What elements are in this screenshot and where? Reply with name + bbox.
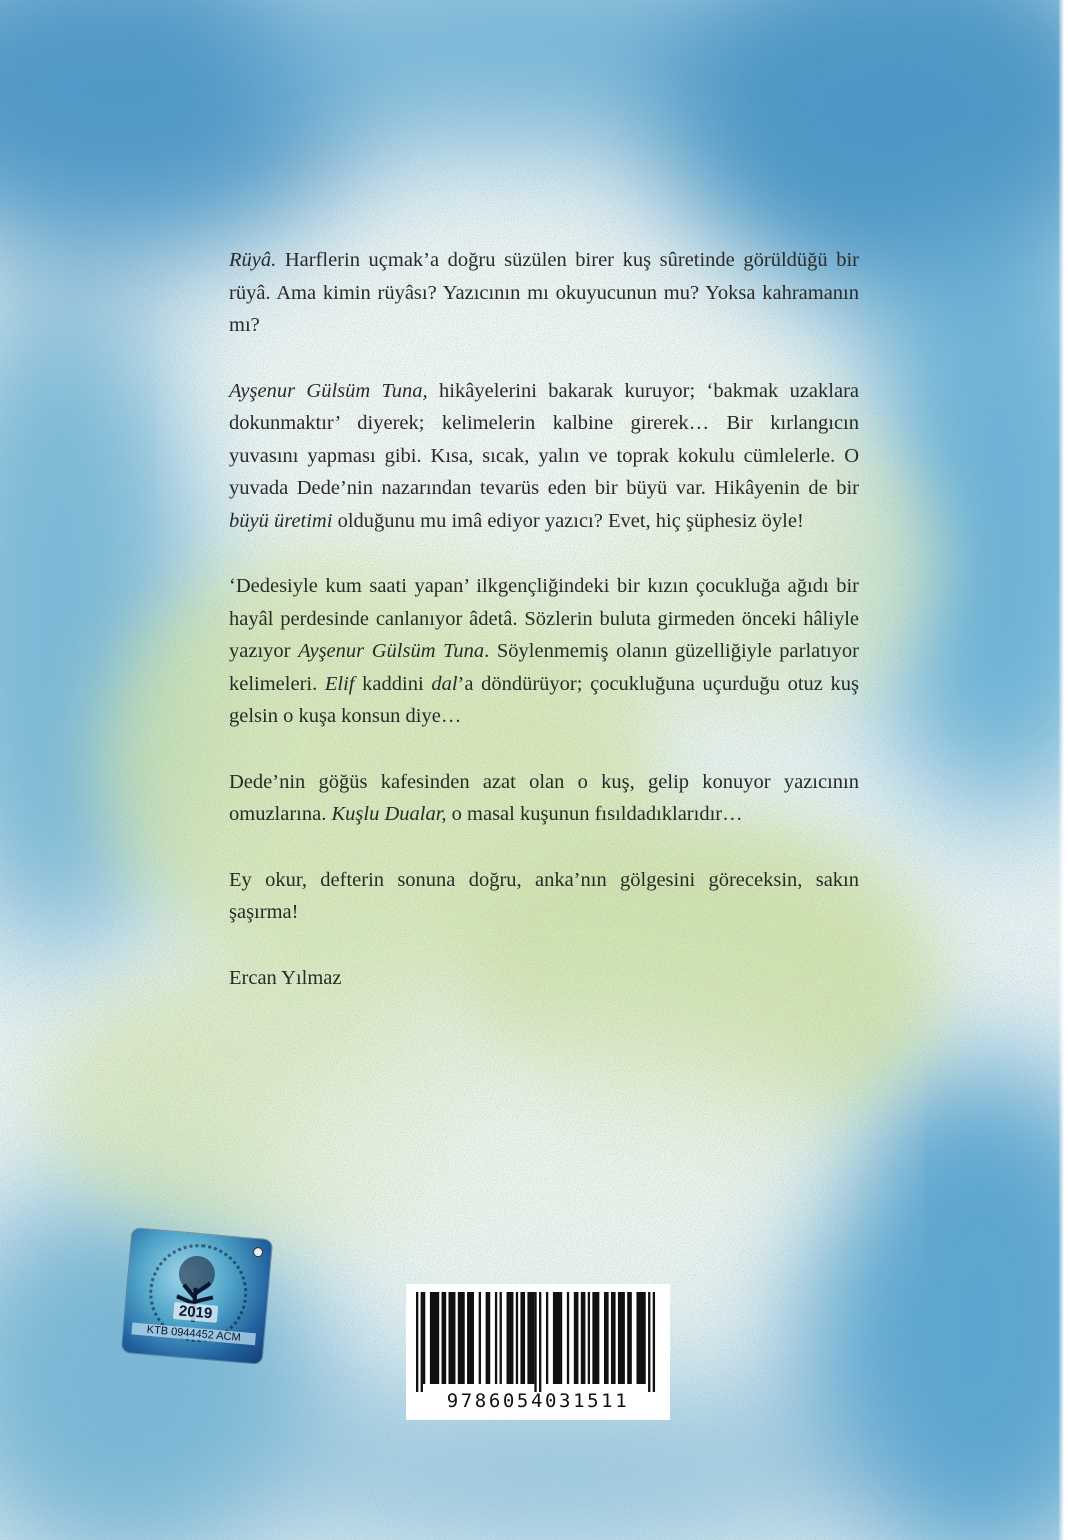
blurb-paragraph: Ey okur, defterin sonuna doğru, anka’nın gölgesini göreceksin, sakın şaşırma! (229, 868, 859, 923)
barcode-bar (604, 1292, 609, 1384)
barcode-bar (534, 1292, 536, 1392)
italic-run: Ayşenur Gülsüm Tuna, (229, 379, 428, 402)
blurb-paragraph: Dede’nin göğüs kafesinden azat olan o kuş, gelip konuyor yazıcının omuzlarına. Kuşlu Dualar, o masal kuşunun fısıldadıklarıdır… (229, 770, 859, 825)
barcode-bar (574, 1292, 579, 1384)
barcode-bar (495, 1292, 497, 1384)
blurb-paragraph: Rüyâ. Harflerin uçmak’a doğru süzülen birer kuş sûretinde görüldüğü bir rüyâ. Ama kimin rüyâsı? Yazıcının mı okuyucunun mu? Yoksa kahramanın mı? (229, 249, 859, 336)
barcode-bar (448, 1292, 455, 1384)
hologram-sticker (122, 1228, 272, 1364)
isbn-barcode (406, 1284, 670, 1420)
italic-run: Kuşlu Dualar, (331, 803, 447, 825)
barcode-bar (618, 1292, 625, 1384)
barcode-bar (627, 1292, 632, 1384)
barcode-bars (416, 1292, 662, 1392)
hologram-hole (253, 1247, 264, 1258)
cover-edge (1058, 0, 1068, 1540)
barcode-bar (588, 1292, 590, 1384)
isbn-number: 9786054031511 (446, 1390, 630, 1412)
barcode-bar (653, 1292, 655, 1392)
hologram-code: KTB 0944452 ACM (131, 1322, 256, 1345)
back-cover-blurb (229, 244, 859, 1027)
barcode-bar (553, 1292, 562, 1384)
barcode-bar (546, 1292, 548, 1384)
barcode-bar (567, 1292, 569, 1384)
italic-run: büyü üretimi (229, 509, 333, 532)
barcode-bar (520, 1292, 525, 1384)
blurb-paragraph: ‘Dedesiyle kum saati yapan’ ilkgençliğindeki bir kızın çocukluğa ağıdı bir hayâl perdesinde canlanıyor âdetâ. Sözlerin buluta girmeden önceki hâliyle yazıyor Ayşenur Gülsüm Tuna. Söylenmemiş olanın güzelliğiyle parlatıyor kelimeleri. Elif kaddini dal’a döndürüyor; çocukluğuna uçurduğu otuz kuş gelsin o kuşa konsun diye… (229, 575, 860, 727)
italic-run: Elif (324, 672, 355, 695)
barcode-bar (479, 1292, 481, 1384)
barcode-bar (423, 1292, 425, 1384)
barcode-bar (500, 1292, 502, 1384)
italic-run: Ayşenur Gülsüm Tuna (298, 640, 485, 662)
author-signature: Ercan Yılmaz (229, 966, 342, 989)
hologram-year: 2019 (173, 1302, 218, 1323)
barcode-bar (516, 1292, 518, 1384)
barcode-bar (611, 1292, 616, 1384)
barcode-bar (458, 1292, 465, 1384)
barcode-bar (486, 1292, 491, 1384)
barcode-bar (539, 1292, 541, 1392)
barcode-bar (416, 1292, 418, 1392)
barcode-bar (581, 1292, 586, 1384)
barcode-bar (592, 1292, 599, 1384)
italic-run: Rüyâ. (229, 249, 277, 271)
barcode-bar (507, 1292, 514, 1384)
barcode-bar (442, 1292, 447, 1384)
barcode-bar (467, 1292, 474, 1384)
barcode-bar (636, 1292, 645, 1384)
barcode-bar (430, 1292, 439, 1384)
barcode-bar (421, 1292, 423, 1392)
italic-run: dal (431, 672, 458, 695)
blurb-paragraph: Ayşenur Gülsüm Tuna, hikâyelerini bakarak kuruyor; ‘bakmak uzaklara dokunmaktır’ diyerek; kelimelerin kalbine girerek… Bir kırlangıcın yuvasını yapması gibi. Kısa, sıcak, yalın ve toprak kokulu cümlelerle. O yuvada Dede’nin nazarından tevarüs eden bir büyü var. Hikâyenin de bir büyü üretimi olduğunu mu imâ ediyor yazıcı? Evet, hiç şüphesiz öyle! (229, 379, 859, 532)
barcode-bar (648, 1292, 650, 1392)
barcode-bar (527, 1292, 534, 1384)
